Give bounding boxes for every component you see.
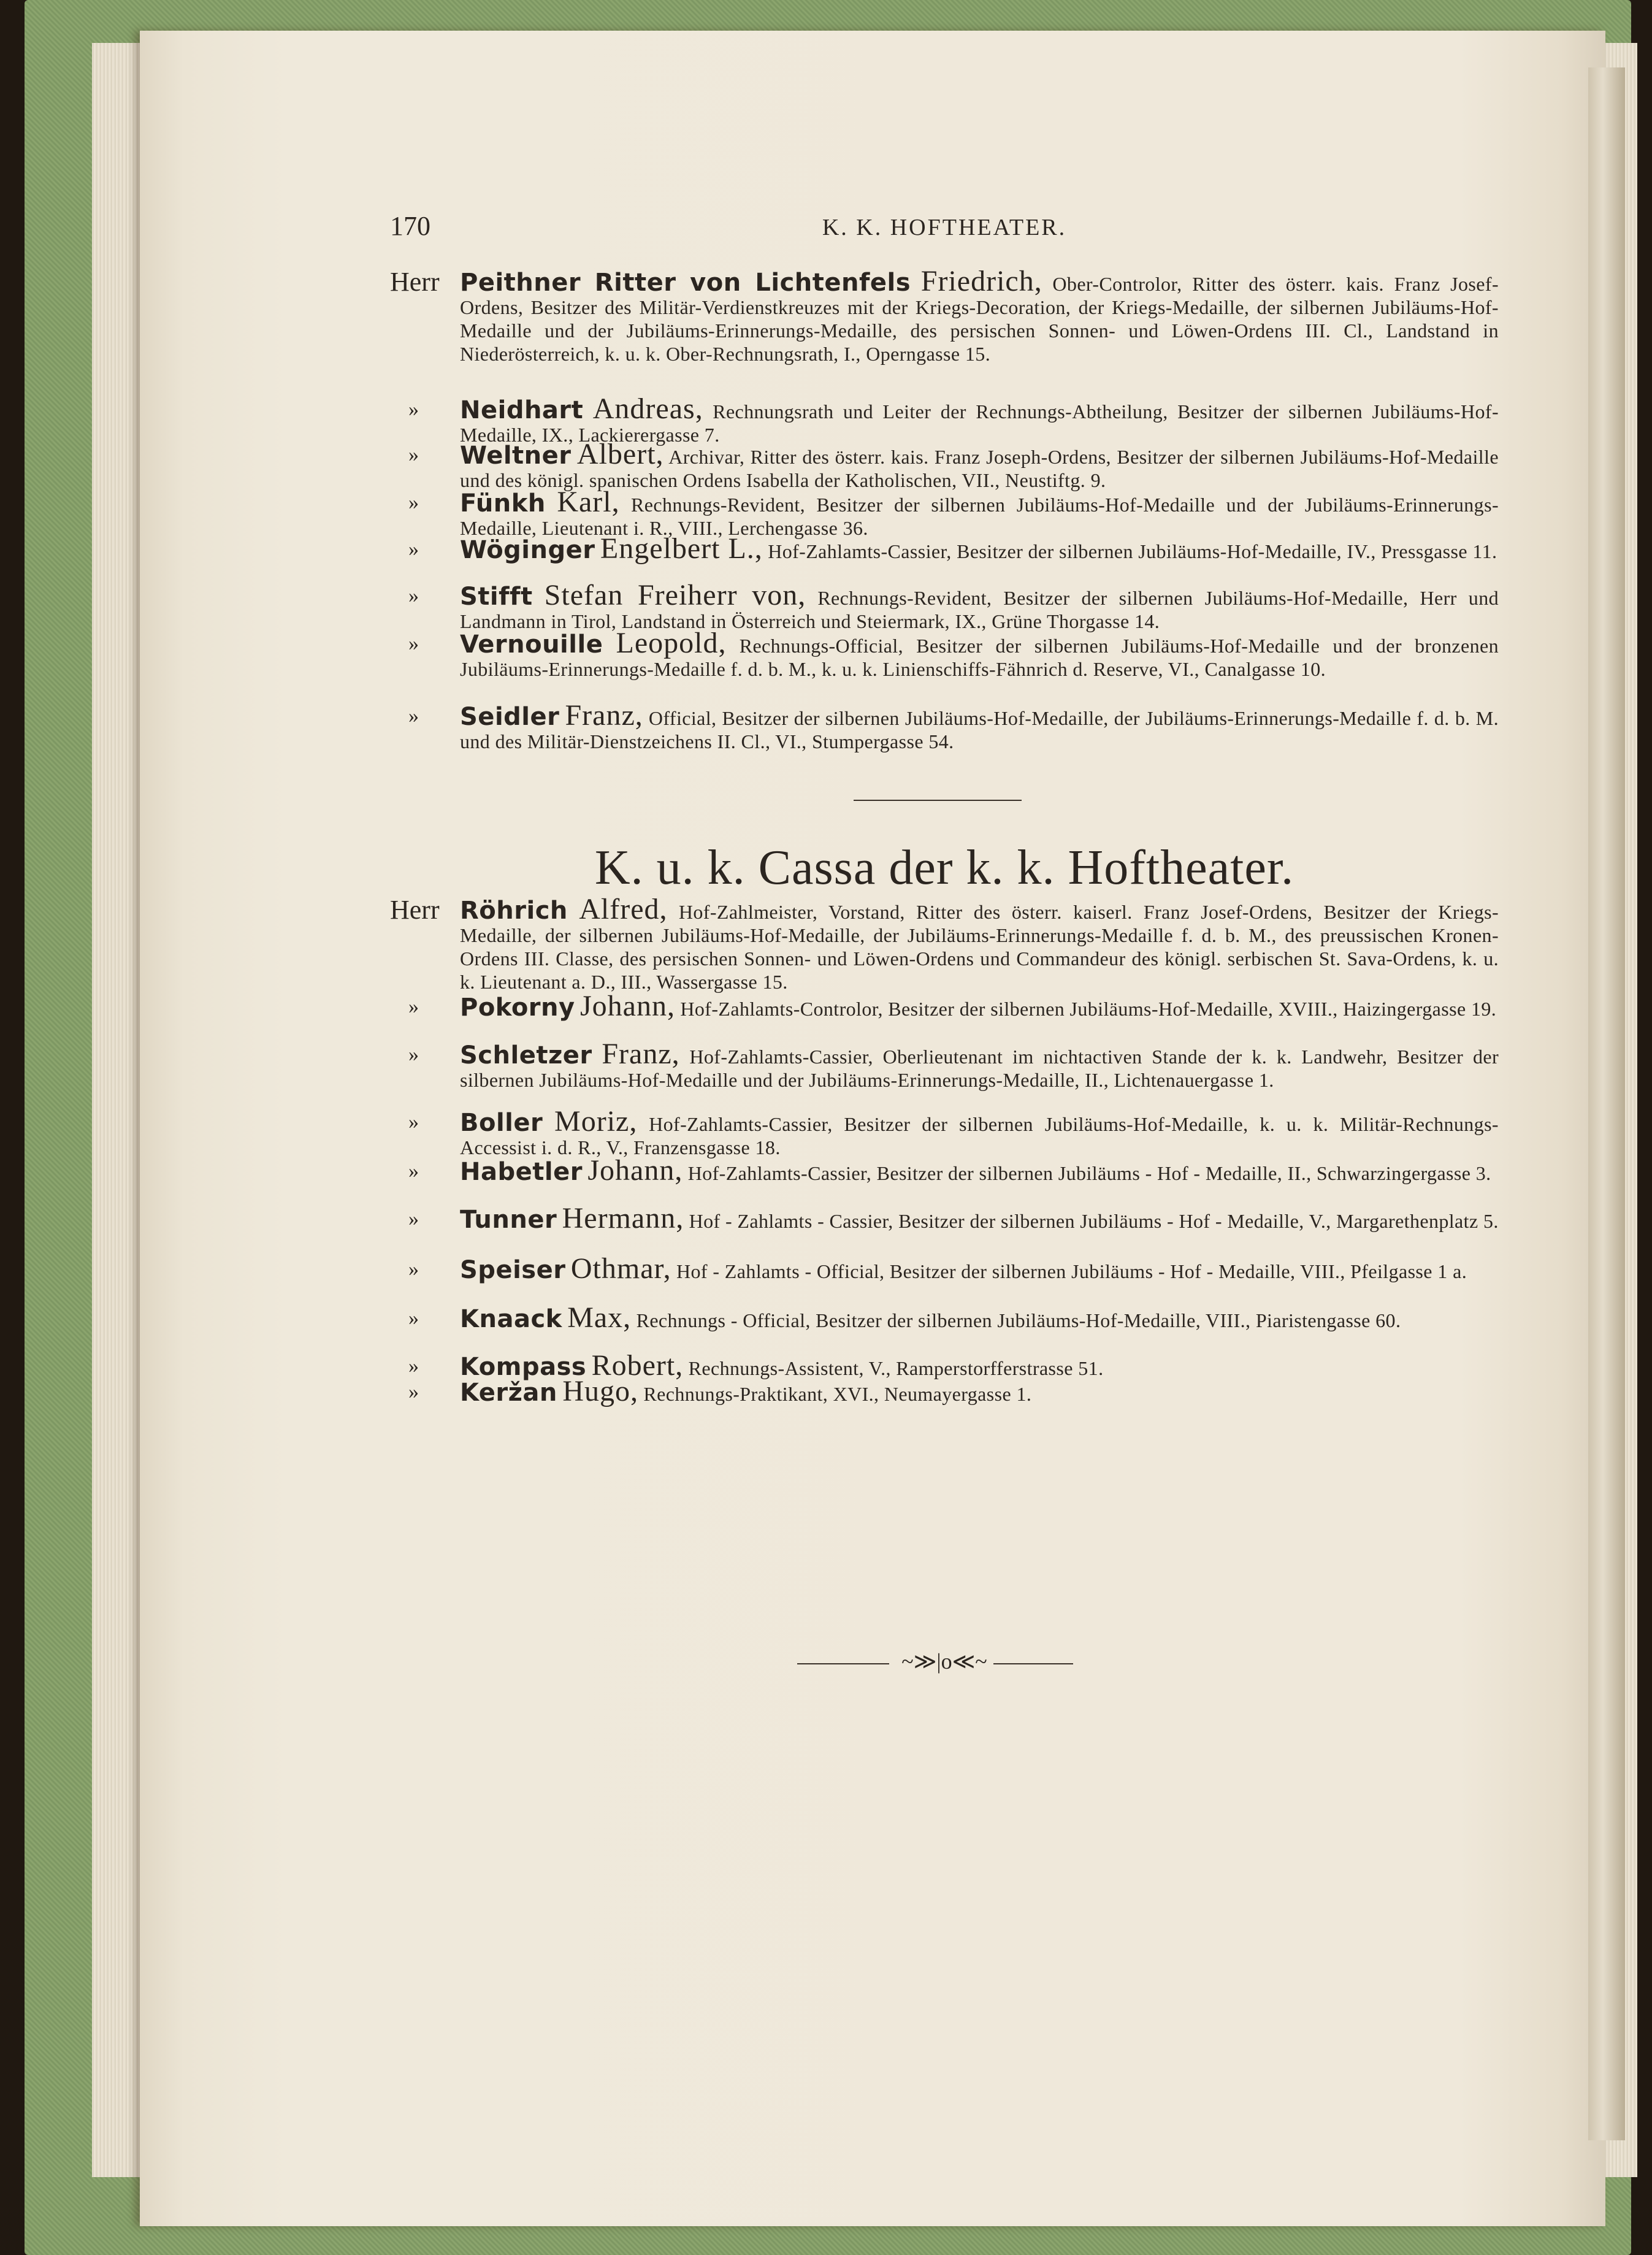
- entry-text: [390, 438, 1499, 492]
- entry-prefix: »: [408, 584, 419, 607]
- entry-text: [390, 265, 1499, 366]
- list-item: [390, 990, 1499, 1022]
- entry-description: Hof-Zahlamts-Cassier, Besitzer der silbernen Jubiläums-Hof-Medaille, IV., Pressgasse 11.: [768, 540, 1497, 562]
- entry-text: [390, 1154, 1499, 1187]
- entry-surname: Weltner: [460, 442, 572, 470]
- entry-surname: Seidler: [460, 703, 560, 731]
- page-header: [390, 210, 1499, 247]
- list-item: [390, 699, 1499, 753]
- entry-given-name: Johann,: [580, 990, 675, 1022]
- entry-description: Hof-Zahlamts-Controlor, Besitzer der silbernen Jubiläums-Hof-Medaille, XVIII., Haizingergasse 19.: [680, 998, 1497, 1020]
- list-item: [390, 486, 1499, 540]
- entry-given-name: Hermann,: [562, 1202, 684, 1235]
- list-item: [390, 1349, 1499, 1382]
- entry-description: Rechnungsrath und Leiter der Rechnungs-Abtheilung, Besitzer der silbernen Jubiläums-Hof-Medaille, IX., Lackierergasse 7.: [460, 400, 1499, 446]
- entry-surname: Vernouille: [460, 630, 603, 659]
- entry-prefix: »: [408, 538, 419, 561]
- entry-text: [390, 1105, 1499, 1159]
- page-number: 170: [390, 211, 430, 241]
- entry-description: Rechnungs-Assistent, V., Ramperstorfferstrasse 51.: [688, 1357, 1104, 1379]
- entry-surname: Schletzer: [460, 1041, 592, 1070]
- entry-surname: Pokorny: [460, 994, 575, 1022]
- entry-prefix: »: [408, 632, 419, 655]
- entry-prefix: Herr: [390, 267, 440, 297]
- entry-text: [390, 1375, 1499, 1407]
- end-ornament: [797, 1651, 1073, 1675]
- entry-text: [390, 1038, 1499, 1092]
- entry-prefix: Herr: [390, 895, 440, 925]
- list-item: [390, 392, 1499, 446]
- entry-prefix: »: [408, 1258, 419, 1281]
- entry-prefix: »: [408, 1355, 419, 1377]
- list-item: [390, 1105, 1499, 1159]
- entry-given-name: Franz,: [565, 699, 643, 732]
- entry-given-name: Stefan Freiherr von,: [544, 579, 806, 611]
- entry-given-name: Leopold,: [616, 627, 727, 659]
- entry-text: [390, 579, 1499, 633]
- entry-description: Rechnungs-Revident, Besitzer der silbernen Jubiläums-Hof-Medaille, Herr und Landmann in Tirol, Landstand in Österreich und Steiermark, IX., Grüne Thorgasse 14.: [460, 587, 1499, 632]
- entry-surname: Kompass: [460, 1353, 587, 1381]
- entry-given-name: Hugo,: [562, 1375, 638, 1407]
- entry-surname: Keržan: [460, 1379, 557, 1407]
- entry-given-name: Alfred,: [579, 893, 668, 925]
- entry-prefix: »: [408, 995, 419, 1018]
- entry-text: [390, 486, 1499, 540]
- entry-surname: Neidhart: [460, 396, 584, 424]
- list-item: [390, 265, 1499, 366]
- entry-prefix: »: [408, 1160, 419, 1182]
- entry-surname: Boller: [460, 1109, 543, 1137]
- entry-given-name: Othmar,: [570, 1252, 671, 1285]
- entry-prefix: »: [408, 1043, 419, 1066]
- entry-prefix: »: [408, 443, 419, 466]
- entry-prefix: »: [408, 1208, 419, 1230]
- entry-given-name: Friedrich,: [920, 265, 1042, 297]
- entry-prefix: »: [408, 1307, 419, 1330]
- entry-description: Official, Besitzer der silbernen Jubiläums-Hof-Medaille, der Jubiläums-Erinnerungs-Medaille f. d. b. M. und des Militär-Dienstzeichens II. Cl., VI., Stumpergasse 54.: [460, 707, 1499, 752]
- entry-description: Hof-Zahlamts-Cassier, Besitzer der silbernen Jubiläums - Hof - Medaille, II., Schwarzingergasse 3.: [687, 1162, 1491, 1184]
- entry-text: [390, 1349, 1499, 1382]
- entry-text: [390, 990, 1499, 1022]
- entry-text: [390, 893, 1499, 994]
- list-item: [390, 1252, 1499, 1285]
- entry-description: Hof - Zahlamts - Cassier, Besitzer der silbernen Jubiläums - Hof - Medaille, V., Margarethenplatz 5.: [689, 1210, 1499, 1232]
- entry-description: Hof-Zahlamts-Cassier, Besitzer der silbernen Jubiläums-Hof-Medaille, k. u. k. Militär-Rechnungs-Accessist i. d. R., V., Franzensgasse 18.: [460, 1113, 1499, 1158]
- entry-given-name: Johann,: [587, 1154, 683, 1187]
- entry-given-name: Albert,: [576, 438, 664, 470]
- ornament-rule-left: [797, 1663, 889, 1664]
- entry-surname: Fünkh: [460, 489, 546, 518]
- entry-text: [390, 1202, 1499, 1235]
- list-item: [390, 893, 1499, 994]
- entry-description: Rechnungs-Revident, Besitzer der silbernen Jubiläums-Hof-Medaille und der Jubiläums-Erinnerungs-Medaille, Lieutenant i. R., VIII., Lerchengasse 36.: [460, 494, 1499, 539]
- entry-description: Rechnungs-Praktikant, XVI., Neumayergasse 1.: [643, 1383, 1032, 1405]
- entry-text: [390, 1252, 1499, 1285]
- entry-given-name: Franz,: [602, 1038, 680, 1070]
- entry-text: [390, 699, 1499, 753]
- entry-given-name: Moriz,: [554, 1105, 638, 1138]
- list-item: [390, 532, 1499, 565]
- entry-given-name: Andreas,: [592, 392, 703, 425]
- list-item: [390, 1038, 1499, 1092]
- entry-prefix: »: [408, 1111, 419, 1133]
- ornament-glyph: ~≫|o≪~: [901, 1649, 987, 1674]
- entry-surname: Knaack: [460, 1305, 562, 1333]
- entry-description: Hof - Zahlamts - Official, Besitzer der silbernen Jubiläums - Hof - Medaille, VIII., Pfeilgasse 1 a.: [676, 1260, 1467, 1282]
- entry-prefix: »: [408, 398, 419, 421]
- entry-given-name: Robert,: [591, 1349, 684, 1382]
- entry-text: [390, 627, 1499, 681]
- entry-surname: Wöginger: [460, 536, 595, 564]
- entry-text: [390, 1301, 1499, 1334]
- entry-given-name: Karl,: [557, 486, 620, 518]
- entry-prefix: »: [408, 705, 419, 727]
- entry-text: [390, 392, 1499, 446]
- entry-surname: Röhrich: [460, 897, 568, 925]
- list-item: [390, 1202, 1499, 1235]
- entry-given-name: Engelbert L.,: [600, 532, 763, 565]
- entry-surname: Stifft: [460, 583, 533, 611]
- list-item: [390, 1154, 1499, 1187]
- entry-surname: Habetler: [460, 1158, 583, 1186]
- entry-description: Hof-Zahlmeister, Vorstand, Ritter des österr. kaiserl. Franz Josef-Ordens, Besitzer der Kriegs-Medaille, der silbernen Jubiläums-Hof-Medaille, der Jubiläums-Erinnerungs-Medaille f. d. b. M., des preussischen Kronen-Ordens III. Classe, des persischen Sonnen- und Löwen-Ordens und Commandeur des königl. serbischen St. Sava-Ordens, k. u. k. Lieutenant a. D., III., Wassergasse 15.: [460, 901, 1499, 993]
- list-item: [390, 438, 1499, 492]
- entry-prefix: »: [408, 1380, 419, 1403]
- ornament-rule-right: [993, 1663, 1073, 1664]
- running-head: K. K. HOFTHEATER.: [822, 215, 1067, 240]
- entry-description: Ober-Controlor, Ritter des österr. kais. Franz Josef-Ordens, Besitzer des Militär-Verdienstkreuzes mit der Kriegs-Decoration, der Kriegs-Medaille, der silbernen Jubiläums-Hof-Medaille und der Jubiläums-Erinnerungs-Medaille, des persischen Sonnen- und Löwen-Ordens III. Cl., Landstand in Niederösterreich, k. u. k. Ober-Rechnungsrath, I., Operngasse 15.: [460, 273, 1499, 365]
- section-title: K. u. k. Cassa der k. k. Hoftheater.: [594, 841, 1294, 895]
- entry-surname: Tunner: [460, 1206, 557, 1234]
- entry-prefix: »: [408, 491, 419, 514]
- entry-given-name: Max,: [567, 1301, 632, 1334]
- list-item: [390, 1301, 1499, 1334]
- entry-description: Rechnungs-Official, Besitzer der silbernen Jubiläums-Hof-Medaille und der bronzenen Jubiläums-Erinnerungs-Medaille f. d. b. M., k. u. k. Linienschiffs-Fähnrich d. Reserve, VI., Canalgasse 10.: [460, 635, 1499, 680]
- section-divider: [854, 800, 1022, 801]
- entry-text: [390, 532, 1499, 565]
- list-item: [390, 627, 1499, 681]
- list-item: [390, 579, 1499, 633]
- entry-description: Rechnungs - Official, Besitzer der silbernen Jubiläums-Hof-Medaille, VIII., Piaristengasse 60.: [636, 1309, 1401, 1331]
- entry-surname: Peithner Ritter von Lichtenfels: [460, 269, 911, 297]
- entry-description: Archivar, Ritter des österr. kais. Franz Joseph-Ordens, Besitzer der silbernen Jubiläums-Hof-Medaille und des königl. spanischen Ordens Isabella der Katholischen, VII., Neustiftg. 9.: [460, 446, 1499, 491]
- entry-surname: Speiser: [460, 1256, 566, 1284]
- list-item: [390, 1375, 1499, 1407]
- entry-description: Hof-Zahlamts-Cassier, Oberlieutenant im nichtactiven Stande der k. k. Landwehr, Besitzer der silbernen Jubiläums-Hof-Medaille und der Jubiläums-Erinnerungs-Medaille, II., Lichtenauergasse 1.: [460, 1046, 1499, 1091]
